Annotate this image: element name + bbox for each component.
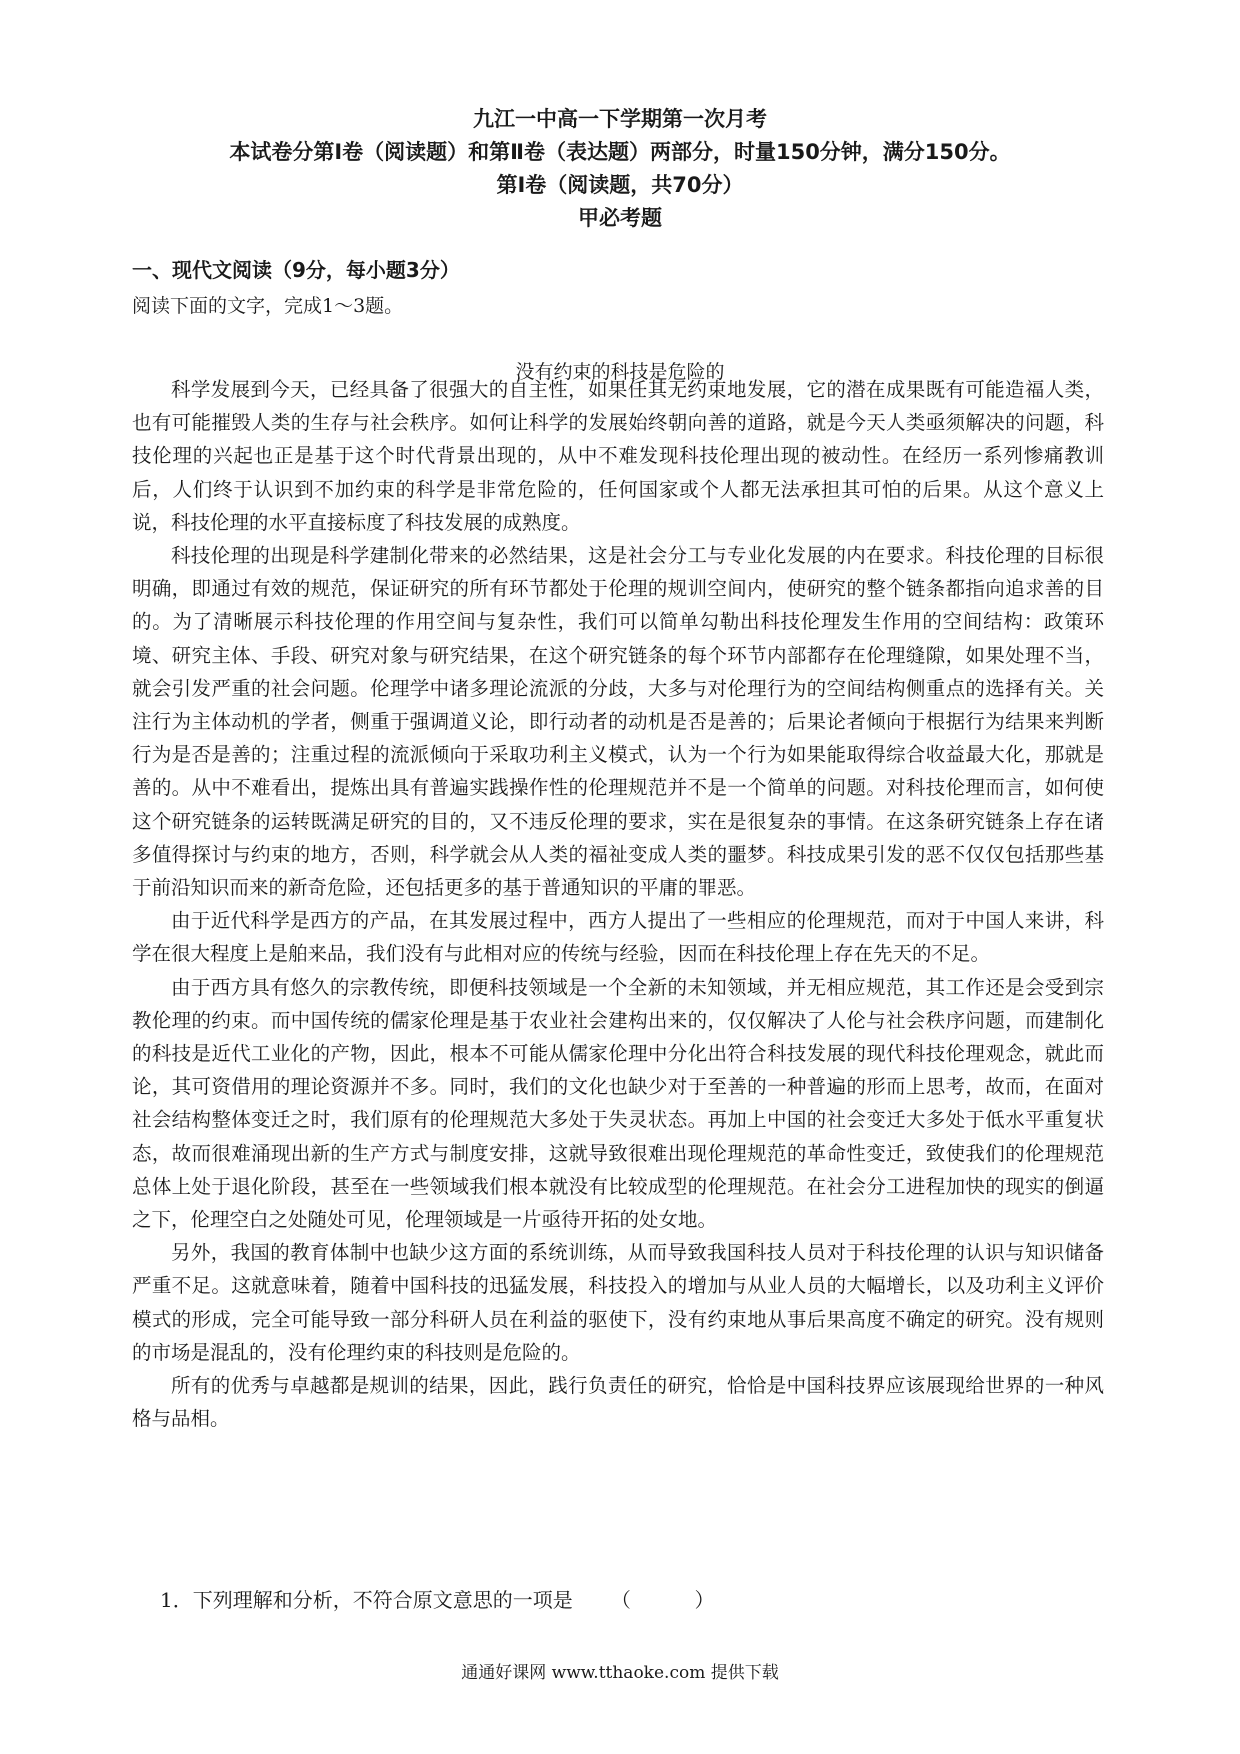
- article-paragraph: 由于近代科学是西方的产品，在其发展过程中，西方人提出了一些相应的伦理规范，而对于中国人来讲，科学在很大程度上是舶来品，我们没有与此相对应的传统与经验，因而在科技伦理上存在先天的不足。: [132, 909, 1104, 966]
- question-1: [160, 1584, 714, 1613]
- article-paragraph: 科技伦理的出现是科学建制化带来的必然结果，这是社会分工与专业化发展的内在要求。科技伦理的目标很明确，即通过有效的规范，保证研究的所有环节都处于伦理的规训空间内，使研究的整个链条都指向追求善的目的。为了清晰展示科技伦理的作用空间与复杂性，我们可以简单勾勒出科技伦理发生作用的空间结构：政策环境、研究主体、手段、研究对象与研究结果，在这个研究链条的每个环节内部都存在伦理缝隙，如果处理不当，就会引发严重的社会问题。伦理学中诸多理论流派的分歧，大多与对伦理行为的空间结构侧重点的选择有关。关注行为主体动机的学者，侧重于强调道义论，即行动者的动机是否是善的；后果论者倾向于根据行为结果来判断行为是否是善的；注重过程的流派倾向于采取功利主义模式，认为一个行为如果能取得综合收益最大化，那就是善的。从中不难看出，提炼出具有普遍实践操作性的伦理规范并不是一个简单的问题。对科技伦理而言，如何使这个研究链条的运转既满足研究的目的，又不违反伦理的要求，实在是很复杂的事情。在这条研究链条上存在诸多值得探讨与约束的地方，否则，科学就会从人类的福祉变成人类的噩梦。科技成果引发的恶不仅仅包括那些基于前沿知识而来的新奇危险，还包括更多的基于普通知识的平庸的罪恶。: [132, 544, 1104, 900]
- answer-blank: （ ）: [610, 1588, 715, 1612]
- article-paragraph: 所有的优秀与卓越都是规训的结果，因此，践行负责任的研究，恰恰是中国科技界应该展现给世界的一种风格与品相。: [132, 1374, 1104, 1431]
- footer-source: 通通好课网 www.tthaoke.com 提供下载: [461, 1663, 779, 1683]
- article-body: [132, 373, 1104, 1436]
- exam-title: 九江一中高一下学期第一次月考: [473, 107, 767, 131]
- article-paragraph: 科学发展到今天，已经具备了很强大的自主性，如果任其无约束地发展，它的潜在成果既有可能造福人类，也有可能摧毁人类的生存与社会秩序。如何让科学的发展始终朝向善的道路，就是今天人类亟须解决的问题，科技伦理的兴起也正是基于这个时代背景出现的，从中不难发现科技伦理出现的被动性。在经历一系列惨痛教训后，人们终于认识到不加约束的科学是非常危险的，任何国家或个人都无法承担其可怕的后果。从这个意义上说，科技伦理的水平直接标度了科技发展的成熟度。: [132, 378, 1104, 534]
- exam-info: 本试卷分第Ⅰ卷（阅读题）和第Ⅱ卷（表达题）两部分，时量150分钟，满分150分。: [229, 140, 1011, 164]
- article-title: 没有约束的科技是危险的: [515, 361, 725, 383]
- part-title: 第Ⅰ卷（阅读题，共70分）: [496, 173, 744, 197]
- sub-title: 甲必考题: [578, 206, 662, 230]
- article-paragraph: 另外，我国的教育体制中也缺少这方面的系统训练，从而导致我国科技人员对于科技伦理的认识与知识储备严重不足。这就意味着，随着中国科技的迅猛发展，科技投入的增加与从业人员的大幅增长，以及功利主义评价模式的形成，完全可能导致一部分科研人员在利益的驱使下，没有约束地从事后果高度不确定的研究。没有规则的市场是混乱的，没有伦理约束的科技则是危险的。: [132, 1241, 1104, 1364]
- article-paragraph: 由于西方具有悠久的宗教传统，即便科技领域是一个全新的未知领域，并无相应规范，其工作还是会受到宗教伦理的约束。而中国传统的儒家伦理是基于农业社会建构出来的，仅仅解决了人伦与社会秩序问题，而建制化的科技是近代工业化的产物，因此，根本不可能从儒家伦理中分化出符合科技发展的现代科技伦理观念，就此而论，其可资借用的理论资源并不多。同时，我们的文化也缺少对于至善的一种普遍的形而上思考，故而，在面对社会结构整体变迁之时，我们原有的伦理规范大多处于失灵状态。再加上中国的社会变迁大多处于低水平重复状态，故而很难涌现出新的生产方式与制度安排，这就导致很难出现伦理规范的革命性变迁，致使我们的伦理规范总体上处于退化阶段，甚至在一些领域我们根本就没有比较成型的伦理规范。在社会分工进程加快的现实的倒逼之下，伦理空白之处随处可见，伦理领域是一片亟待开拓的处女地。: [132, 975, 1104, 1232]
- section-instruction: 阅读下面的文字，完成1～3题。: [132, 295, 404, 317]
- section-title: 一、现代文阅读（9分，每小题3分）: [132, 258, 460, 282]
- question-1-text: 1．下列理解和分析，不符合原文意思的一项是: [160, 1588, 573, 1612]
